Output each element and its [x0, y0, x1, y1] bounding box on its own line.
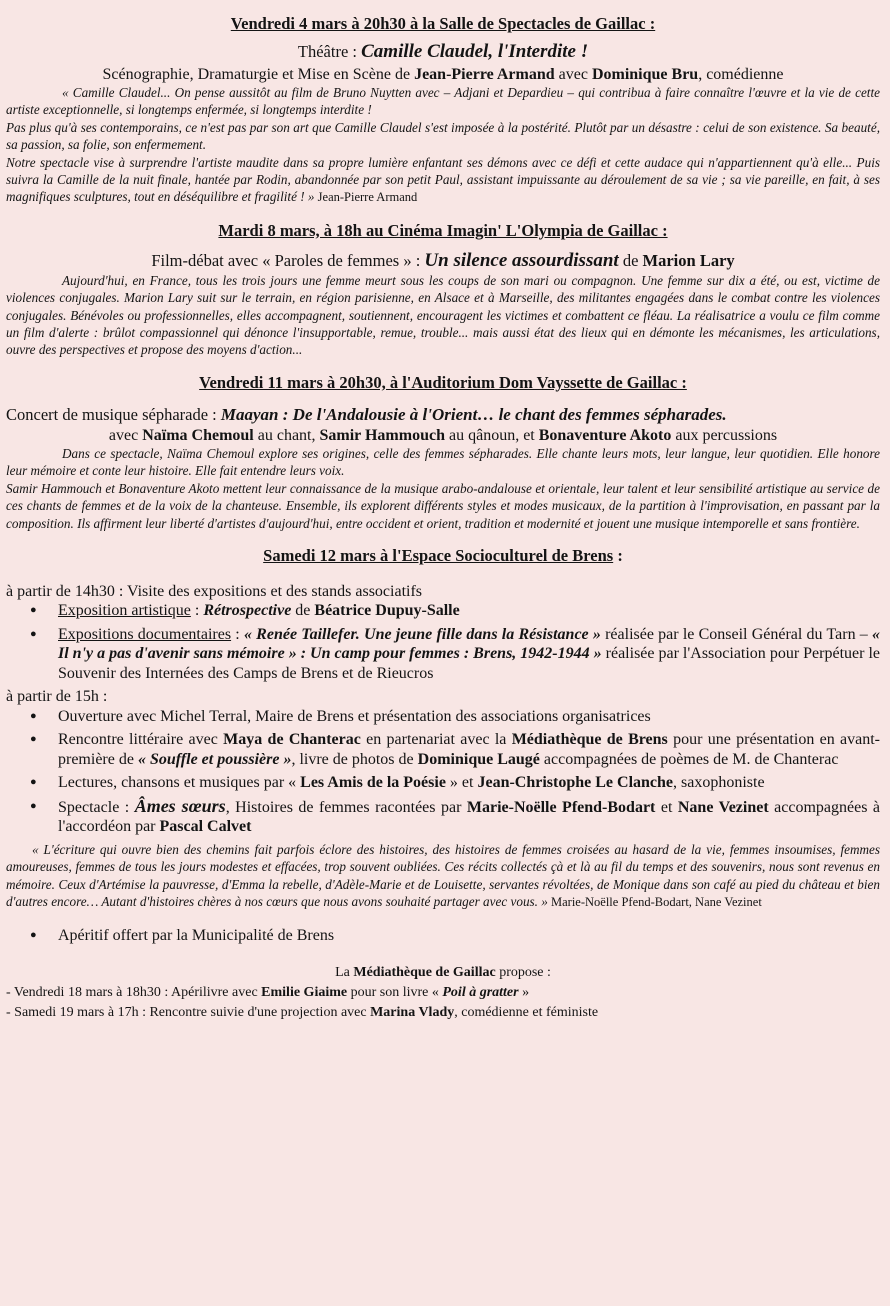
- theatre-quote-1: « Camille Claudel... On pense aussitôt au film de Bruno Nuytten avec – Adjani et Depardieu – qui contribua à faire connaître l'œuvre et la vie de cette artiste exceptionnelle, si longtemps enfermée, si longtemps interdite !: [6, 85, 880, 118]
- event-brens-heading: Samedi 12 mars à l'Espace Socioculturel de Brens :: [263, 545, 623, 565]
- brens-from-15h: à partir de 15h :: [6, 688, 108, 706]
- concert-artists: avec Naïma Chemoul au chant, Samir Hammouch au qânoun, et Bonaventure Akoto aux percussions: [108, 426, 778, 444]
- mediatheque-gaillac: [6, 963, 880, 1023]
- list-item: ● Spectacle : Âmes sœurs, Histoires de femmes racontées par Marie-Noëlle Pfend-Bodart et Nane Vezinet accompagnées à l'accordéon par Pascal Calvet: [6, 797, 880, 837]
- film-title: Un silence assourdissant: [424, 249, 619, 271]
- event-brens: [6, 546, 880, 945]
- brens-quote-signature: Marie-Noëlle Pfend-Bodart, Nane Vezinet: [547, 895, 762, 910]
- brens-quote: « L'écriture qui ouvre bien des chemins fait parfois éclore des histoires, des histoires de femmes croisées au hasard de la vie, femmes insoumises, femmes amoureuses, femmes de tous les jours modestes et effacées, trop souvent oubliées. Ces récits collectés çà et là au fil du temps et des souvenirs, nous sont revenus en mémoire. Ceux d'Artémise la pauvresse, d'Emma la rebelle, d'Adèle-Marie et de Louisette, servantes révoltées, de Monique dans son café au pied du château et bien d'autres encore… Autant d'histoires chères à nos cœurs que nous avons souhaité partager avec vous. » Marie-Noëlle Pfend-Bodart, Nane Vezinet: [6, 841, 880, 910]
- brens-activities-list: [6, 707, 880, 837]
- theatre-title: Camille Claudel, l'Interdite !: [361, 41, 589, 62]
- theatre-quote-3: Notre spectacle vise à surprendre l'artiste maudite dans sa propre lumière enfantant ses démons avec ce défi et cette audace qui n'appartiennent qu'à elle... Puis suivra la Camille de la nuit finale, hantée par Rodin, abandonnée par son petit Paul, assistant impuissante au déroulement de sa vie ; sa vie pareille, en fait, à ses magnifiques sculptures, tout en déséquilibre et fragilité ! » Jean-Pierre Armand: [6, 154, 880, 205]
- concert-quote-1: Dans ce spectacle, Naïma Chemoul explore ses origines, celle des femmes sépharades. Elle chante leurs mots, leur langue, leur quotidien. Elle honore leur mémoire et conte leur histoire. Elle fait entendre leurs voix.: [6, 445, 880, 479]
- concert-title: Maayan : De l'Andalousie à l'Orient… le chant des femmes sépharades.: [220, 404, 727, 424]
- film-line: Film-débat avec « Paroles de femmes » : Un silence assourdissant de Marion Lary: [151, 249, 735, 271]
- brens-from-1430: à partir de 14h30 : Visite des expositions et des stands associatifs: [6, 582, 423, 600]
- list-item: ● Exposition artistique : Rétrospective de Béatrice Dupuy-Salle: [6, 601, 880, 621]
- list-item: ● Apéritif offert par la Municipalité de Brens: [6, 926, 880, 946]
- theatre-credits: Scénographie, Dramaturgie et Mise en Scène de Jean-Pierre Armand avec Dominique Bru, comédienne: [102, 66, 784, 83]
- event-concert-heading: Vendredi 11 mars à 20h30, à l'Auditorium Dom Vayssette de Gaillac :: [199, 372, 687, 392]
- list-item: ● Expositions documentaires : « Renée Taillefer. Une jeune fille dans la Résistance » réalisée par le Conseil Général du Tarn – « Il n'y a pas d'avenir sans mémoire » : Un camp pour femmes : Brens, 1942-1944 » réalisée par l'Association pour Perpétuer le Souvenir des Internées des Camps de Brens et de Rieucros: [6, 625, 880, 684]
- event-film: [6, 221, 880, 359]
- brens-aperitif-list: [6, 926, 880, 946]
- theatre-quote-2: Pas plus qu'à ses contemporains, ce n'est pas par son art que Camille Claudel s'est imposée à la postérité. Plutôt par un désastre : celui de son existence. Sa beauté, sa passion, sa folie, son enfermement.: [6, 119, 880, 153]
- theatre-quote-signature: Jean-Pierre Armand: [314, 190, 418, 205]
- film-quote: Aujourd'hui, en France, tous les trois jours une femme meurt sous les coups de son mari ou compagnon. Une femme sur dix a été, ou est, victime de violences conjugales. Marion Lary suit sur le terrain, en région parisienne, en Alsace et à Marseille, des militantes engagées dans le combat contre les violences conjugales. Bénévoles ou professionnelles, elles accompagnent, soutiennent, encouragent les victimes et combattent ce fléau. La réalisatrice a voulu ce film comme un film d'alerte : brûlot compassionnel qui dénonce l'insupportable, remue, trouble... mais aussi état des lieux qui en démonte les mécanismes, les articulations, ouvre des perspectives et propose des moyens d'action...: [6, 272, 880, 358]
- list-item: ● Lectures, chansons et musiques par « Les Amis de la Poésie » et Jean-Christophe Le Clanche, saxophoniste: [6, 773, 880, 793]
- event-concert: [6, 373, 880, 532]
- event-theatre-heading: Vendredi 4 mars à 20h30 à la Salle de Spectacles de Gaillac :: [230, 14, 656, 33]
- mediatheque-intro: La Médiathèque de Gaillac propose :: [335, 965, 551, 981]
- mediatheque-line-2: - Samedi 19 mars à 17h : Rencontre suivie d'une projection avec Marina Vlady, comédienne et féministe: [6, 1005, 599, 1021]
- mediatheque-line-1: - Vendredi 18 mars à 18h30 : Apérilivre avec Emilie Giaime pour son livre « Poil à gratter »: [6, 985, 530, 1001]
- event-film-heading: Mardi 8 mars, à 18h au Cinéma Imagin' L'Olympia de Gaillac :: [218, 220, 668, 240]
- list-item: ● Ouverture avec Michel Terral, Maire de Brens et présentation des associations organisatrices: [6, 707, 880, 727]
- theatre-line: Théâtre : Camille Claudel, l'Interdite !: [297, 41, 589, 62]
- list-item: ● Rencontre littéraire avec Maya de Chanterac en partenariat avec la Médiathèque de Brens pour une présentation en avant-première de « Souffle et poussière », livre de photos de Dominique Laugé accompagnées de poèmes de M. de Chanterac: [6, 730, 880, 769]
- brens-exhibitions-list: [6, 601, 880, 683]
- concert-line: Concert de musique sépharade : Maayan : De l'Andalousie à l'Orient… le chant des femmes sépharades.: [6, 404, 727, 424]
- concert-quote-2: Samir Hammouch et Bonaventure Akoto mettent leur connaissance de la musique arabo-andalouse et orientale, leur talent et leur sensibilité artistique au service de ces chants de femmes et de la voix de la chanteuse. Ensemble, ils explorent différents styles et modes musicaux, de la partition à l'improvisation, en passant par la composition. Ils affirment leur liberté d'artistes d'aujourd'hui, entre occident et orient, tradition et modernité et jouent une musique intemporelle et sans frontière.: [6, 480, 880, 531]
- event-theatre: [6, 14, 880, 207]
